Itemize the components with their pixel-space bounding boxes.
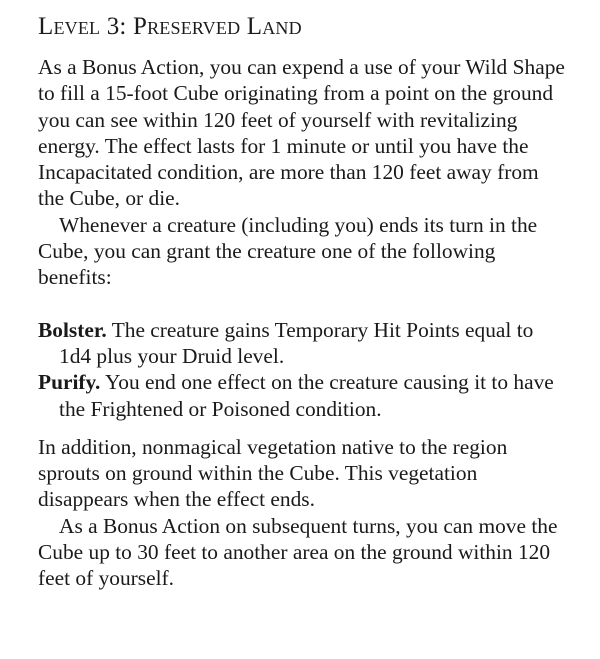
spacer [38,422,570,434]
paragraph-benefits-intro: Whenever a creature (including you) ends its turn in the Cube, you can grant the creature one of the following benefits: [38,212,538,290]
benefit-name: Bolster. [38,317,107,342]
benefit-purify [38,369,570,422]
benefit-text: You end one effect on the creature causing it to have the Frightened or Poisoned condition. [59,370,554,421]
benefit-bolster [38,317,570,370]
feature-title: Level 3: Preserved Land [38,13,302,40]
benefit-text: The creature gains Temporary Hit Points equal to 1d4 plus your Druid level. [59,317,534,368]
paragraph-cube-effect: As a Bonus Action, you can expend a use of your Wild Shape to fill a 15-foot Cube originating from a point on the ground you can see within 120 feet of yourself with revitalizing energy. The effect lasts for 1 minute or until you have the Incapacitated condition, are more than 120 feet away from the Cube, or die. [38,55,565,211]
spacer [38,291,570,317]
paragraph-move-cube: As a Bonus Action on subsequent turns, you can move the Cube up to 30 feet to another area on the ground within 120 feet of yourself. [38,513,558,591]
paragraph-vegetation: In addition, nonmagical vegetation native to the region sprouts on ground within the Cube. This vegetation disappears when the effect ends. [38,434,508,512]
benefit-name: Purify. [38,370,101,395]
